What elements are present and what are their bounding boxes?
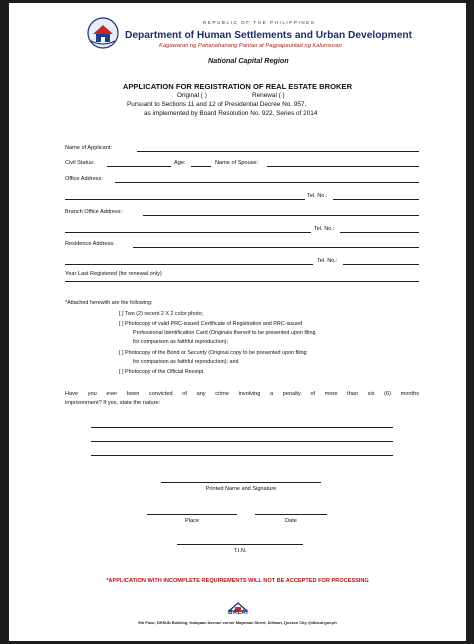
applicant-name-field[interactable] — [137, 151, 419, 152]
attachment-bond-checkbox[interactable]: [ ] Photocopy of the Bond or Security (Original copy to be presented upon filing — [119, 350, 307, 356]
conviction-question-line-2: imprisonment? If yes, state the nature: — [65, 400, 161, 406]
signature-line[interactable] — [161, 482, 321, 483]
year-registered-label: Year Last Registered (for renewal only) — [65, 271, 162, 277]
attachment-photo-checkbox[interactable]: [ ] Two (2) recent 2 X 2 color photo; — [119, 311, 204, 317]
civil-status-label: Civil Status: — [65, 160, 95, 166]
date-field[interactable] — [255, 514, 327, 515]
age-label: Age: — [174, 160, 186, 166]
age-field[interactable] — [191, 166, 211, 167]
place-field[interactable] — [147, 514, 237, 515]
conviction-answer-line-3[interactable] — [91, 455, 393, 456]
residence-address-label: Residence Address: — [65, 241, 115, 247]
incomplete-warning: *APPLICATION WITH INCOMPLETE REQUIREMENTS WILL NOT BE ACCEPTED FOR PROCESSING — [106, 578, 369, 584]
printed-name-label: Printed Name and Signature — [205, 486, 277, 492]
office-tel-field[interactable] — [333, 199, 419, 200]
date-label: Date — [285, 518, 297, 524]
conviction-answer-line-1[interactable] — [91, 427, 393, 428]
form-page — [9, 3, 466, 641]
pursuant-line-2: as implemented by Board Resolution No. 922, Series of 2014 — [144, 110, 318, 117]
office-address-field-2[interactable] — [65, 199, 305, 200]
renewal-option[interactable]: Renewal ( ) — [252, 92, 285, 99]
residence-address-field-2[interactable] — [65, 264, 313, 265]
applicant-name-label: Name of Applicant: — [65, 145, 112, 151]
tin-field[interactable] — [177, 544, 303, 545]
department-name: Department of Human Settlements and Urban Development — [125, 30, 412, 41]
civil-status-field[interactable] — [107, 166, 171, 167]
spouse-label: Name of Spouse: — [215, 160, 259, 166]
branch-tel-label: Tel. No.: — [314, 226, 335, 232]
branch-address-field-2[interactable] — [65, 232, 311, 233]
branch-tel-field[interactable] — [340, 232, 419, 233]
residence-tel-field[interactable] — [343, 264, 419, 265]
branch-address-field[interactable] — [143, 215, 419, 216]
branch-address-label: Branch Office Address: — [65, 209, 123, 215]
office-tel-label: Tel. No.: — [307, 193, 328, 199]
form-title: APPLICATION FOR REGISTRATION OF REAL ESTATE BROKER — [122, 82, 353, 91]
attachment-prc-line-2: Professional Identification Card (Originals thereof to be presented upon filing — [133, 330, 316, 336]
footer-address: 5th Floor, DHSUD Building, Kalayaan Avenue corner Mayaman Street, Diliman, Quezon City @dhsud.gov.ph — [138, 620, 337, 625]
region-label: National Capital Region — [208, 56, 289, 65]
conviction-answer-line-2[interactable] — [91, 441, 393, 442]
balai-wordmark: BALAI — [228, 610, 248, 616]
year-registered-field[interactable] — [65, 281, 419, 282]
attachment-bond-line-2: for comparison as faithful reproduction); and — [133, 359, 239, 365]
attachment-prc-line-3: for comparison as faithful reproduction); — [133, 339, 228, 345]
office-address-label: Office Address: — [65, 176, 103, 182]
attachment-prc-checkbox[interactable]: [ ] Photocopy of valid PRC-issued Certificate of Registration and PRC-issued — [119, 321, 303, 327]
attachment-receipt-checkbox[interactable]: [ ] Photocopy of the Official Receipt. — [119, 369, 205, 375]
residence-address-field[interactable] — [133, 247, 419, 248]
republic-label: REPUBLIC OF THE PHILIPPINES — [203, 20, 316, 25]
department-tagline: Kagawaran ng Pananahanang Pantao at Pagpapaunlad ng Kalunsuran — [159, 43, 342, 49]
attachments-heading: *Attached herewith are the following: — [65, 300, 153, 306]
dhsud-logo-icon — [87, 17, 119, 49]
pursuant-line-1: Pursuant to Sections 11 and 12 of Presidential Decree No. 957, — [127, 101, 307, 108]
spouse-field[interactable] — [267, 166, 419, 167]
place-label: Place — [185, 518, 199, 524]
conviction-question-line-1: Have you ever been convicted of any crime involving a penalty of more than six (6) months — [65, 391, 419, 397]
balai-logo — [221, 600, 255, 620]
tin-label: T.I.N. — [233, 548, 247, 554]
original-option[interactable]: Original ( ) — [177, 92, 207, 99]
office-address-field[interactable] — [115, 182, 419, 183]
residence-tel-label: Tel. No.: — [317, 258, 338, 264]
